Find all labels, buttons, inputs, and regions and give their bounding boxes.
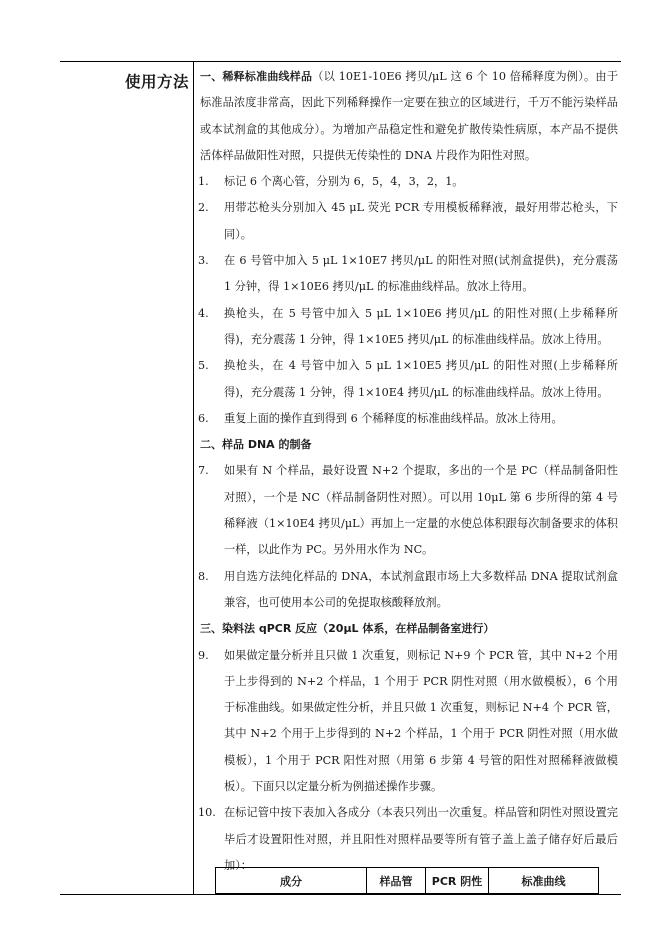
section-1-paragraph: [200, 64, 618, 169]
top-rule: [60, 61, 621, 62]
item-text: 用带芯枪头分别加入 45 μL 荧光 PCR 专用模板稀释液，最好用带芯枪头，下同）。: [224, 201, 618, 241]
item-text: 在 6 号管中加入 5 μL 1×10E7 拷贝/μL 的阳性对照(试剂盒提供)，充分震荡 1 分钟，得 1×10E6 拷贝/μL 的标准曲线样品。放冰上待用。: [224, 254, 618, 294]
item-number: 7.: [198, 464, 209, 478]
header-cell-component: 成分: [216, 868, 367, 894]
item-text: 如果有 N 个样品，最好设置 N+2 个提取，多出的一个是 PC（样品制备阳性对照），一个是 NC（样品制备阴性对照）。可以用 10μL 第 6 步所得的第 4 号稀释液（1×10E4 拷贝/μL）再加上一定量的水使总体积跟每次制备要求的体积一样，以此作为 PC。另外用水作为 NC。: [224, 464, 618, 557]
header-cell-sample-tube: 样品管: [367, 868, 426, 894]
table-header-row: [216, 868, 599, 894]
item-text: 重复上面的操作直到得到 6 个稀释度的标准曲线样品。放冰上待用。: [224, 411, 563, 425]
item-text: 用自选方法纯化样品的 DNA，本试剂盒跟市场上大多数样品 DNA 提取试剂盒兼容，也可使用本公司的免提取核酸释放剂。: [224, 569, 618, 609]
item-number: 4.: [198, 306, 209, 320]
item-number: 10.: [198, 806, 216, 820]
list-item: [200, 564, 618, 617]
column-divider: [193, 61, 194, 895]
item-number: 5.: [198, 359, 209, 373]
list-item: [200, 195, 618, 248]
list-item: [200, 406, 618, 432]
list-item: [200, 169, 618, 195]
item-text: 如果做定量分析并且只做 1 次重复，则标记 N+9 个 PCR 管，其中 N+2 个用于上步得到的 N+2 个样品，1 个用于 PCR 阴性对照（用水做模板），6 个用于标准曲线。如果做定性分析，并且只做 1 次重复，则标记 N+4 个 PCR 管，其中 N+2 个用于上步得到的 N+2 个样品，1 个用于 PCR 阴性对照（用水做模板），1 个用于 PCR 阳性对照（用第 6 步第 4 号管的阳性对照稀释液做模板）。下面只以定量分析为例描述操作步骤。: [224, 648, 618, 794]
item-text: 换枪头，在 5 号管中加入 5 μL 1×10E6 拷贝/μL 的阳性对照(上步稀释所得)，充分震荡 1 分钟，得 1×10E5 拷贝/μL 的标准曲线样品。放冰上待用。: [224, 306, 618, 346]
item-number: 8.: [198, 569, 209, 583]
components-table: [215, 867, 599, 894]
item-number: 9.: [198, 648, 209, 662]
item-number: 6.: [198, 411, 209, 425]
content-column: [200, 64, 618, 879]
item-number: 1.: [198, 175, 209, 189]
section-1-title: 一、稀释标准曲线样品: [200, 70, 313, 83]
section-2-title: 二、样品 DNA 的制备: [200, 438, 312, 452]
item-number: 2.: [198, 201, 209, 215]
list-item: [200, 248, 618, 301]
list-item: [200, 301, 618, 354]
header-cell-standard-curve: 标准曲线: [489, 868, 599, 894]
item-text: 换枪头，在 4 号管中加入 5 μL 1×10E5 拷贝/μL 的阳性对照(上步稀释所得)，充分震荡 1 分钟，得 1×10E4 拷贝/μL 的标准曲线样品。放冰上待用。: [224, 359, 618, 399]
section-3-title: 三、染料法 qPCR 反应（20μL 体系，在样品制备室进行）: [200, 622, 495, 636]
list-item: [200, 353, 618, 406]
section-label: 使用方法: [125, 73, 190, 91]
list-item: [200, 458, 618, 563]
bottom-rule: [60, 894, 621, 895]
header-cell-pcr-negative: PCR 阴性: [426, 868, 489, 894]
item-text: 标记 6 个离心管，分别为 6，5，4，3，2，1。: [224, 175, 464, 189]
list-item: [200, 643, 618, 801]
section-1-intro: （以 10E1-10E6 拷贝/μL 这 6 个 10 倍稀释度为例）。由于标准品浓度非常高，因此下列稀释操作一定要在独立的区域进行，千万不能污染样品或本试剂盒的其他成分）。为增加产品稳定性和避免扩散传染性病原，本产品不提供活体样品做阳性对照，只提供无传染性的 DNA 片段作为阳性对照。: [200, 70, 619, 162]
item-number: 3.: [198, 254, 209, 268]
item-text: 在标记管中按下表加入各成分（本表只列出一次重复。样品管和阴性对照设置完毕后才设置阳性对照，并且阳性对照样品要等所有管子盖上盖子储存好后最后加）：: [224, 806, 618, 872]
